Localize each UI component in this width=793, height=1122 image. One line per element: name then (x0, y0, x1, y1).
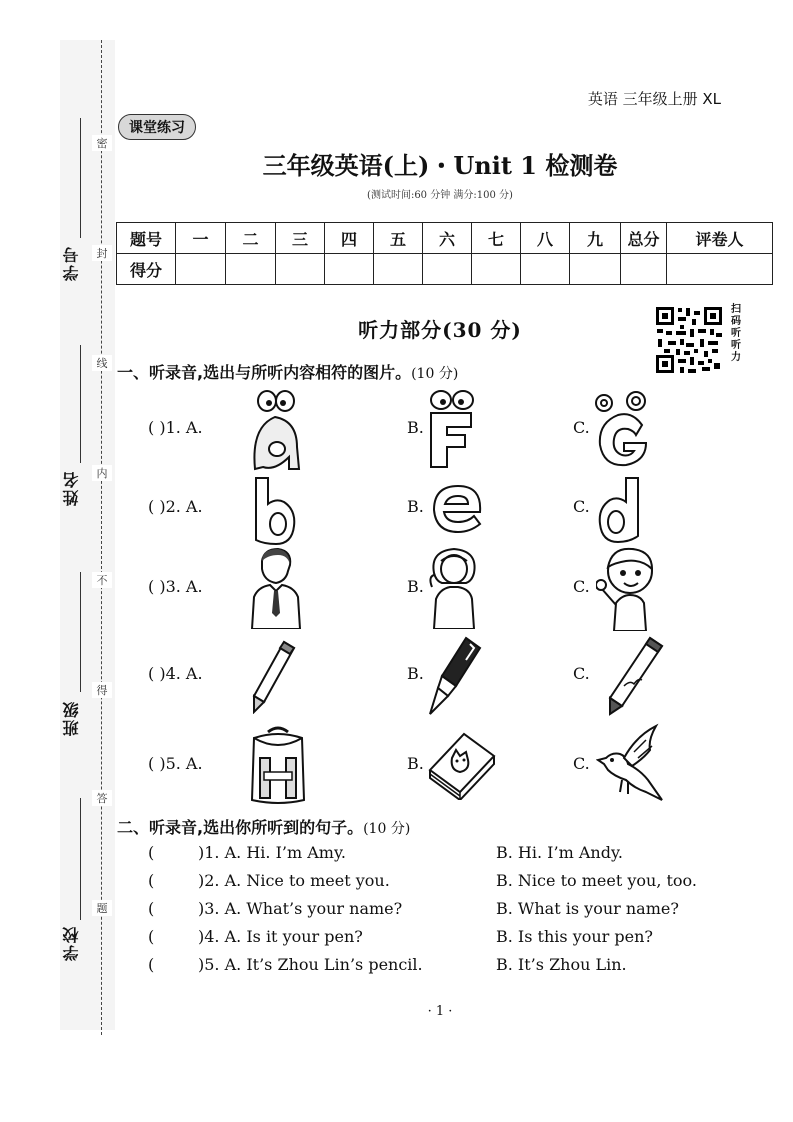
boy-picture[interactable] (596, 545, 658, 631)
side-label-school: 学校 (62, 925, 81, 961)
score-entry-cell[interactable] (621, 254, 667, 285)
letter-g-picture[interactable] (592, 389, 652, 471)
table-cell: 三 (276, 223, 325, 254)
part1-question-5 (0, 722, 793, 812)
option-b-label: B. (407, 754, 424, 773)
part2-question-3 (0, 899, 793, 925)
part1-question-1 (0, 385, 793, 475)
answer-paren[interactable]: ( (148, 955, 155, 974)
score-entry-cell[interactable] (521, 254, 570, 285)
letter-d-picture[interactable] (596, 474, 642, 544)
letter-b-picture[interactable] (252, 474, 298, 546)
seal-char: 得 (92, 682, 112, 698)
table-cell: 得分 (117, 254, 176, 285)
option-c-label: C. (573, 577, 590, 596)
option-b-label: B. (407, 577, 424, 596)
option-b-sentence: B. Hi. I’m Andy. (496, 843, 623, 862)
table-cell: 二 (226, 223, 276, 254)
question-number: ( )1. A. (148, 418, 203, 437)
pencil-picture[interactable] (250, 638, 298, 714)
answer-paren[interactable]: ( (148, 927, 155, 946)
question-number: ( )4. A. (148, 664, 203, 683)
score-entry-cell[interactable] (226, 254, 276, 285)
part1-points: (10 分) (411, 366, 459, 382)
seal-char: 内 (92, 465, 112, 481)
part2-question-1 (0, 843, 793, 869)
question-number: ( )2. A. (148, 497, 203, 516)
option-b-label: B. (407, 418, 424, 437)
seal-char: 密 (92, 135, 112, 151)
table-cell: 四 (325, 223, 374, 254)
option-b-sentence: B. Is this your pen? (496, 927, 653, 946)
exam-title: 三年级英语(上)・Unit 1 检测卷 (262, 151, 618, 180)
subject-label: 英语 三年级上册 XL (587, 90, 721, 108)
option-a-sentence: )5. A. It’s Zhou Lin’s pencil. (198, 955, 423, 974)
student-id-line (80, 118, 81, 238)
part1-question-3 (0, 545, 793, 635)
part2-points: (10 分) (363, 821, 411, 837)
option-b-sentence: B. Nice to meet you, too. (496, 871, 697, 890)
option-a-sentence: )1. A. Hi. I’m Amy. (198, 843, 346, 862)
option-a-sentence: )3. A. What’s your name? (198, 899, 403, 918)
score-entry-cell[interactable] (423, 254, 472, 285)
option-a-sentence: )4. A. Is it your pen? (198, 927, 363, 946)
score-entry-cell[interactable] (472, 254, 521, 285)
part2-question-2 (0, 871, 793, 897)
table-cell: 八 (521, 223, 570, 254)
pen-picture[interactable] (426, 634, 484, 716)
option-c-label: C. (573, 418, 590, 437)
letter-a-picture[interactable] (245, 387, 305, 473)
option-c-label: C. (573, 664, 590, 683)
table-cell: 六 (423, 223, 472, 254)
table-cell: 七 (472, 223, 521, 254)
part2-heading-text: 二、听录音,选出你所听到的句子。 (117, 818, 364, 837)
option-a-sentence: )2. A. Nice to meet you. (198, 871, 390, 890)
side-label-student-id: 学号 (62, 245, 81, 281)
table-cell: 一 (176, 223, 226, 254)
letter-e-picture[interactable] (430, 482, 486, 534)
table-cell: 五 (374, 223, 423, 254)
seal-char: 答 (92, 790, 112, 806)
crayon-picture[interactable] (604, 634, 664, 716)
page-number: · 1 · (427, 1004, 453, 1019)
part2-question-5 (0, 955, 793, 981)
answer-paren[interactable]: ( (148, 871, 155, 890)
option-b-sentence: B. It’s Zhou Lin. (496, 955, 627, 974)
seal-char: 线 (92, 355, 112, 371)
seal-char: 封 (92, 245, 112, 261)
question-number: ( )5. A. (148, 754, 203, 773)
score-table (116, 222, 773, 285)
seal-char: 不 (92, 572, 112, 588)
option-c-label: C. (573, 754, 590, 773)
score-table-score-row (117, 254, 773, 285)
question-number: ( )3. A. (148, 577, 203, 596)
score-table-header-row (117, 223, 773, 254)
option-c-label: C. (573, 497, 590, 516)
side-label-name: 姓名 (62, 470, 81, 506)
man-picture[interactable] (248, 547, 304, 629)
exam-info: (测试时间:60 分钟 满分:100 分) (367, 190, 513, 201)
option-b-label: B. (407, 497, 424, 516)
table-cell: 总分 (621, 223, 667, 254)
woman-picture[interactable] (426, 547, 482, 629)
book-picture[interactable] (426, 730, 498, 800)
letter-f-picture[interactable] (425, 387, 480, 473)
schoolbag-picture[interactable] (248, 724, 308, 806)
score-entry-cell[interactable] (374, 254, 423, 285)
qr-caption: 扫码听听力 (731, 304, 741, 363)
side-label-class: 班级 (62, 700, 81, 736)
option-b-label: B. (407, 664, 424, 683)
qr-code-icon[interactable] (654, 305, 724, 375)
option-b-sentence: B. What is your name? (496, 899, 679, 918)
score-entry-cell[interactable] (325, 254, 374, 285)
listening-section-title: 听力部分(30 分) (358, 318, 522, 342)
score-entry-cell[interactable] (176, 254, 226, 285)
score-entry-cell[interactable] (276, 254, 325, 285)
bird-picture[interactable] (596, 722, 664, 806)
practice-badge: 课堂练习 (118, 114, 196, 140)
part1-question-4 (0, 632, 793, 722)
table-cell: 评卷人 (667, 223, 773, 254)
part1-heading (117, 360, 458, 383)
table-cell: 题号 (117, 223, 176, 254)
seal-char: 题 (92, 900, 112, 916)
part2-heading (117, 815, 410, 838)
part1-heading-text: 一、听录音,选出与所听内容相符的图片。 (117, 363, 412, 382)
table-cell: 九 (570, 223, 621, 254)
score-entry-cell[interactable] (570, 254, 621, 285)
score-entry-cell[interactable] (667, 254, 773, 285)
part2-question-4 (0, 927, 793, 953)
answer-paren[interactable]: ( (148, 843, 155, 862)
answer-paren[interactable]: ( (148, 899, 155, 918)
